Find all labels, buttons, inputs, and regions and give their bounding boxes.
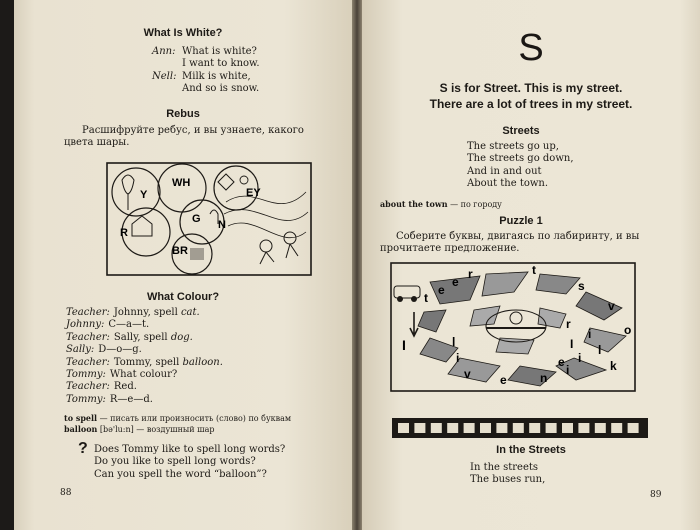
vocab-gloss: — писать или произносить (слово) по буквам [97, 414, 292, 423]
what-is-white-title: What Is White? [143, 27, 223, 39]
poem-line: The streets go up, [467, 141, 559, 152]
question-line: Do you like to spell long words? [94, 456, 256, 468]
poem-line: And in and out [467, 165, 542, 177]
maze-illustration [390, 262, 636, 392]
vocab-word: to spell [64, 413, 98, 423]
rebus-instruction: Расшифруйте ребус, и вы узнаете, какого цвета шары. [64, 125, 304, 149]
balloon-4 [122, 208, 170, 256]
poem-line: What is white? [182, 46, 257, 57]
border-link [513, 423, 524, 433]
border-link [431, 423, 442, 433]
spelling-dialogue [66, 307, 346, 406]
house-icon [132, 216, 152, 236]
dialogue-word: dog. [170, 331, 193, 343]
dialogue-word: balloon. [182, 356, 223, 368]
rebus-letter: N [218, 219, 226, 231]
book-gutter [352, 0, 362, 530]
start-arrow-icon [410, 312, 418, 336]
maze-letter: l [452, 335, 456, 349]
vocab-gloss: — по городу [447, 200, 502, 209]
car-icon [394, 286, 420, 298]
chapter-letter: S [518, 27, 544, 69]
in-the-streets-title: In the Streets [496, 444, 566, 456]
dialogue-line: C—a—t. [108, 319, 150, 331]
poem-line: The streets go down, [467, 153, 574, 165]
left-page [14, 0, 352, 530]
border-link [546, 423, 557, 433]
poem-speaker [152, 83, 178, 95]
maze-letter: s [578, 279, 585, 293]
border-link [529, 423, 540, 433]
page-number: 88 [60, 488, 72, 498]
rebus-letter: G [192, 213, 201, 225]
dialogue-line: Johnny, spell [113, 307, 181, 318]
in-the-streets-poem [470, 462, 630, 487]
leaf-icon [210, 210, 218, 224]
child-icon [240, 176, 248, 184]
maze-letter: e [452, 275, 459, 289]
maze-letter: i [578, 351, 582, 365]
what-colour-title: What Colour? [146, 291, 220, 303]
vocabulary-note [380, 199, 680, 210]
border-link [496, 423, 507, 433]
maze-letter: l [598, 343, 602, 357]
policeman-icon [510, 312, 522, 324]
vocab-word: balloon [64, 424, 98, 434]
dialogue-line: What colour? [109, 369, 178, 381]
dialogue-speaker: Teacher: [66, 331, 110, 343]
vocabulary-notes [64, 413, 349, 435]
streets-title: Streets [502, 125, 540, 137]
poem-line: And so is snow. [182, 83, 260, 95]
maze-letter: i [566, 363, 570, 377]
rebus-title: Rebus [166, 108, 200, 120]
rebus-illustration [106, 162, 312, 276]
maze-letter: t [424, 291, 428, 305]
border-link [595, 423, 606, 433]
questions [94, 444, 344, 481]
page-number: 89 [650, 490, 662, 500]
border-link [578, 423, 589, 433]
maze-letter: I [402, 337, 406, 353]
maze-letter: o [624, 323, 632, 337]
maze-letter: k [610, 359, 617, 373]
decorative-border [392, 418, 648, 438]
maze-letter: v [464, 367, 471, 381]
maze-letter: i [588, 327, 592, 341]
puzzle-title: Puzzle 1 [499, 215, 543, 227]
poem-line: I want to know. [182, 58, 260, 70]
poem-line: About the town. [467, 178, 549, 190]
rebus-letter: BR [172, 245, 188, 257]
chapter-heading [362, 80, 700, 112]
border-link [611, 423, 622, 433]
border-link [398, 423, 409, 433]
heading-line: S is for Street. This is my street. [439, 81, 623, 95]
streets-poem [467, 141, 627, 191]
question-line: Does Tommy like to spell long words? [94, 444, 286, 455]
poem-speaker: Ann: [152, 46, 176, 57]
dialogue-speaker: Tommy: [66, 393, 106, 405]
dialogue-line: Red. [113, 381, 137, 393]
what-is-white-poem [152, 46, 342, 96]
maze-letter: e [500, 373, 507, 387]
rebus-letter: Y [140, 189, 148, 201]
maze-letter: n [540, 371, 548, 385]
poem-line: Milk is white, [182, 70, 251, 82]
maze-letter: I [570, 337, 574, 351]
border-link [464, 423, 475, 433]
poem-line: The buses run, [470, 474, 546, 486]
dialogue-speaker: Tommy: [66, 369, 106, 381]
maze-letter: r [468, 267, 473, 281]
poem-speaker [152, 58, 178, 70]
vocab-word: about the town [380, 199, 448, 209]
dialogue-line: Sally, spell [113, 331, 171, 343]
border-link [447, 423, 458, 433]
kite-icon [218, 174, 234, 190]
question-mark-icon: ? [78, 440, 88, 457]
border-link [562, 423, 573, 433]
dialogue-line: D—o—g. [98, 344, 142, 356]
vocab-gloss: [bə'lu:n] — воздушный шар [97, 425, 215, 434]
dialogue-line: R—e—d. [109, 393, 153, 405]
flower-icon [122, 175, 134, 210]
right-page [362, 0, 700, 530]
maze-letter: v [608, 299, 615, 313]
running-boy-icon [260, 240, 272, 252]
dialogue-word: cat. [180, 307, 200, 318]
rebus-letter: WH [172, 177, 191, 189]
dialogue-speaker: Johnny: [66, 319, 105, 331]
dialogue-speaker: Teacher: [66, 356, 110, 368]
dialogue-speaker: Sally: [66, 344, 95, 356]
maze-letter: i [456, 351, 460, 365]
poem-speaker: Nell: [152, 70, 177, 82]
maze-letter: e [438, 283, 445, 297]
rebus-letter: EY [246, 187, 261, 199]
maze-letter: t [532, 263, 536, 277]
dialogue-line: Tommy, spell [113, 356, 183, 368]
question-line: Can you spell the word “balloon”? [94, 468, 267, 480]
poem-line: In the streets [470, 462, 539, 473]
rebus-letter: R [120, 227, 128, 239]
maze-letter: e [558, 355, 565, 369]
heading-line: There are a lot of trees in my street. [429, 97, 633, 111]
puzzle-instruction: Соберите буквы, двигаясь по лабиринту, и вы прочитаете предложение. [380, 231, 640, 255]
dialogue-speaker: Teacher: [66, 307, 110, 318]
books-icon [190, 248, 204, 260]
maze-letter: r [566, 317, 571, 331]
dialogue-speaker: Teacher: [66, 381, 110, 393]
border-link [480, 423, 491, 433]
border-link [628, 423, 639, 433]
border-link [414, 423, 425, 433]
